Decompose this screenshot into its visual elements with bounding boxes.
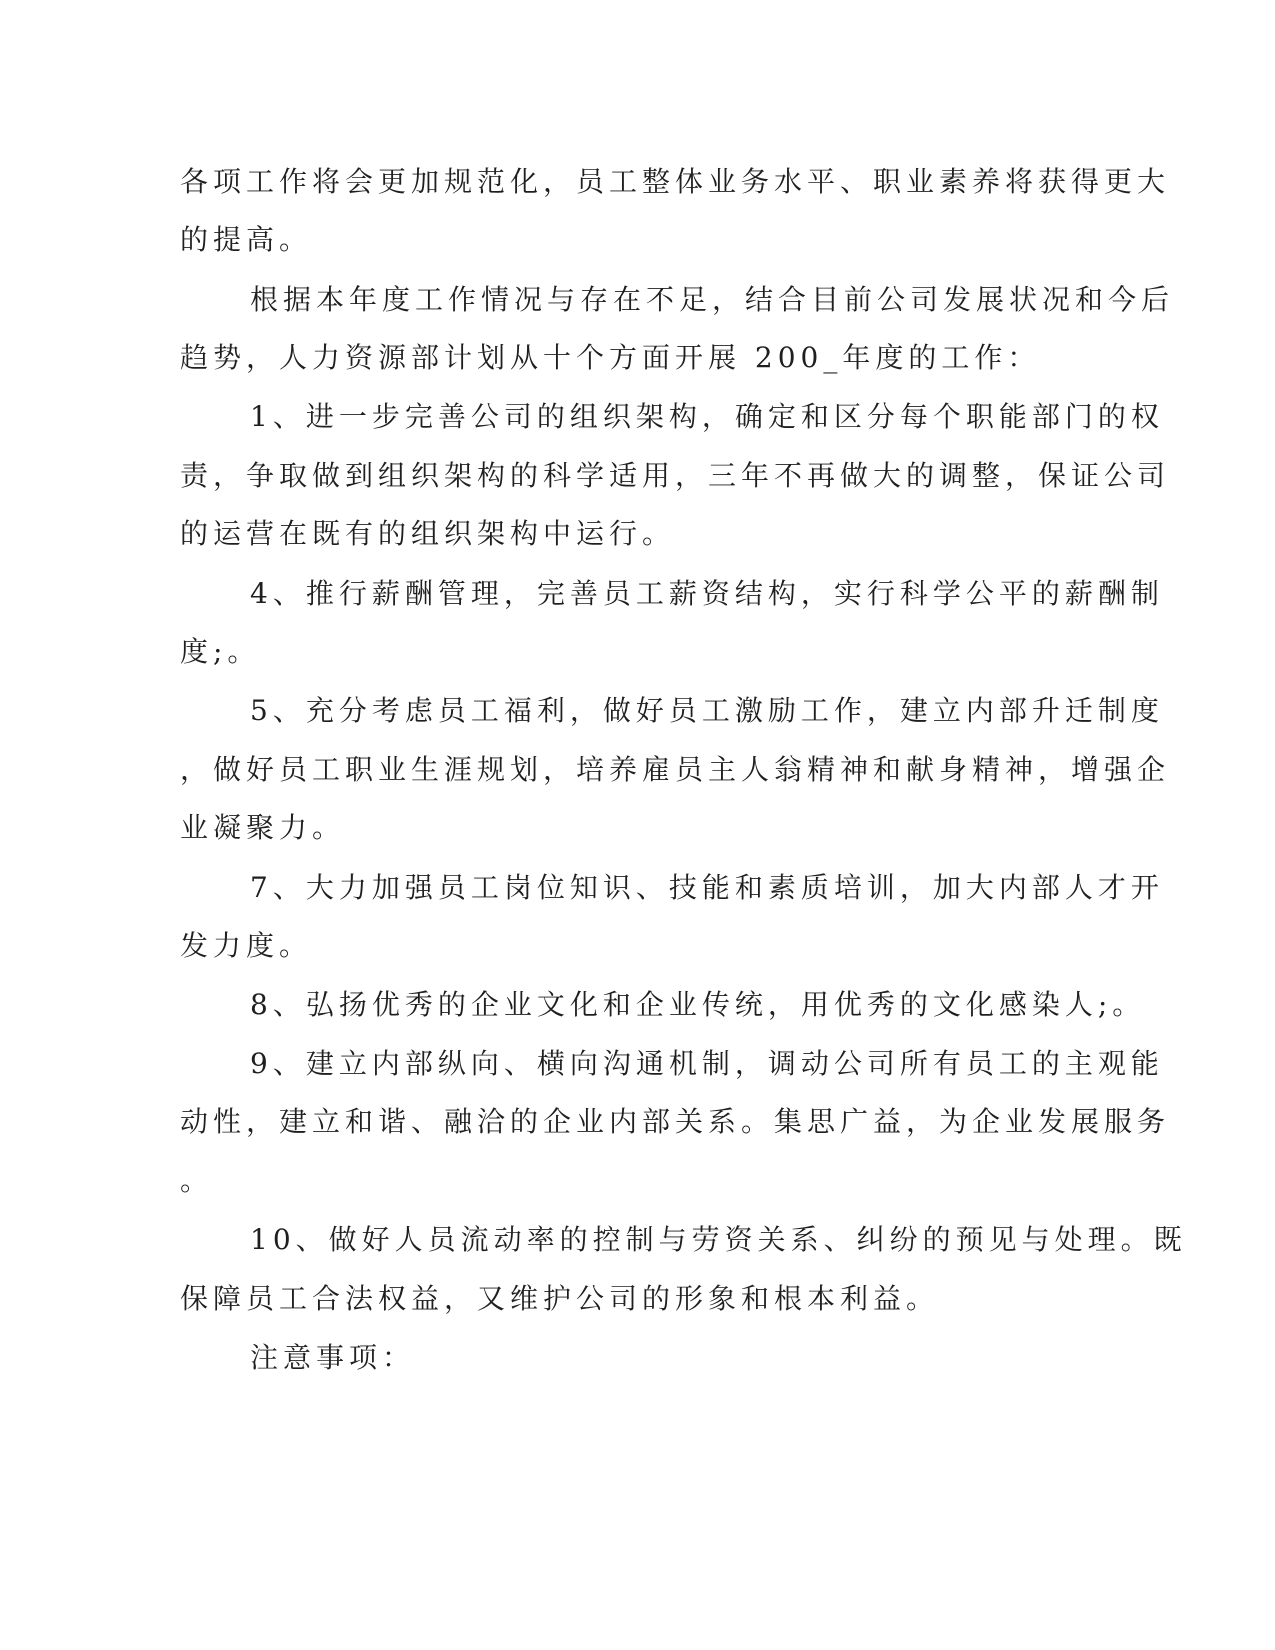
text-line: 根据本年度工作情况与存在不足，结合目前公司发展状况和今后 xyxy=(250,283,1175,316)
text-line: 1、进一步完善公司的组织架构，确定和区分每个职能部门的权 xyxy=(250,400,1164,433)
text-line: 4、推行薪酬管理，完善员工薪资结构，实行科学公平的薪酬制 xyxy=(250,577,1164,610)
text-line: 动性，建立和谐、融洽的企业内部关系。集思广益，为企业发展服务 xyxy=(180,1105,1171,1138)
text-line: 业凝聚力。 xyxy=(180,811,346,844)
text-line: 的运营在既有的组织架构中运行。 xyxy=(180,517,676,550)
text-line: 保障员工合法权益，又维护公司的形象和根本利益。 xyxy=(180,1282,940,1315)
text-line: 发力度。 xyxy=(180,929,313,962)
text-line: 5、充分考虑员工福利，做好员工激励工作，建立内部升迁制度 xyxy=(250,694,1164,727)
text-line: 各项工作将会更加规范化，员工整体业务水平、职业素养将获得更大 xyxy=(180,165,1171,198)
text-line: 趋势，人力资源部计划从十个方面开展 200_年度的工作： xyxy=(180,341,1041,374)
text-line: ，做好员工职业生涯规划，培养雇员主人翁精神和献身精神，增强企 xyxy=(180,753,1171,786)
text-line: 8、弘扬优秀的企业文化和企业传统，用优秀的文化感染人;。 xyxy=(250,988,1146,1021)
text-line: 责，争取做到组织架构的科学适用，三年不再做大的调整，保证公司 xyxy=(180,459,1171,492)
notes-heading: 注意事项： xyxy=(250,1341,416,1374)
text-line: 9、建立内部纵向、横向沟通机制，调动公司所有员工的主观能 xyxy=(250,1047,1164,1080)
text-line: 度;。 xyxy=(180,635,261,668)
text-line: 的提高。 xyxy=(180,223,313,256)
text-line: 10、做好人员流动率的控制与劳资关系、纠纷的预见与处理。既 xyxy=(250,1223,1187,1256)
text-line: 7、大力加强员工岗位知识、技能和素质培训，加大内部人才开 xyxy=(250,871,1164,904)
text-line: 。 xyxy=(180,1164,214,1197)
